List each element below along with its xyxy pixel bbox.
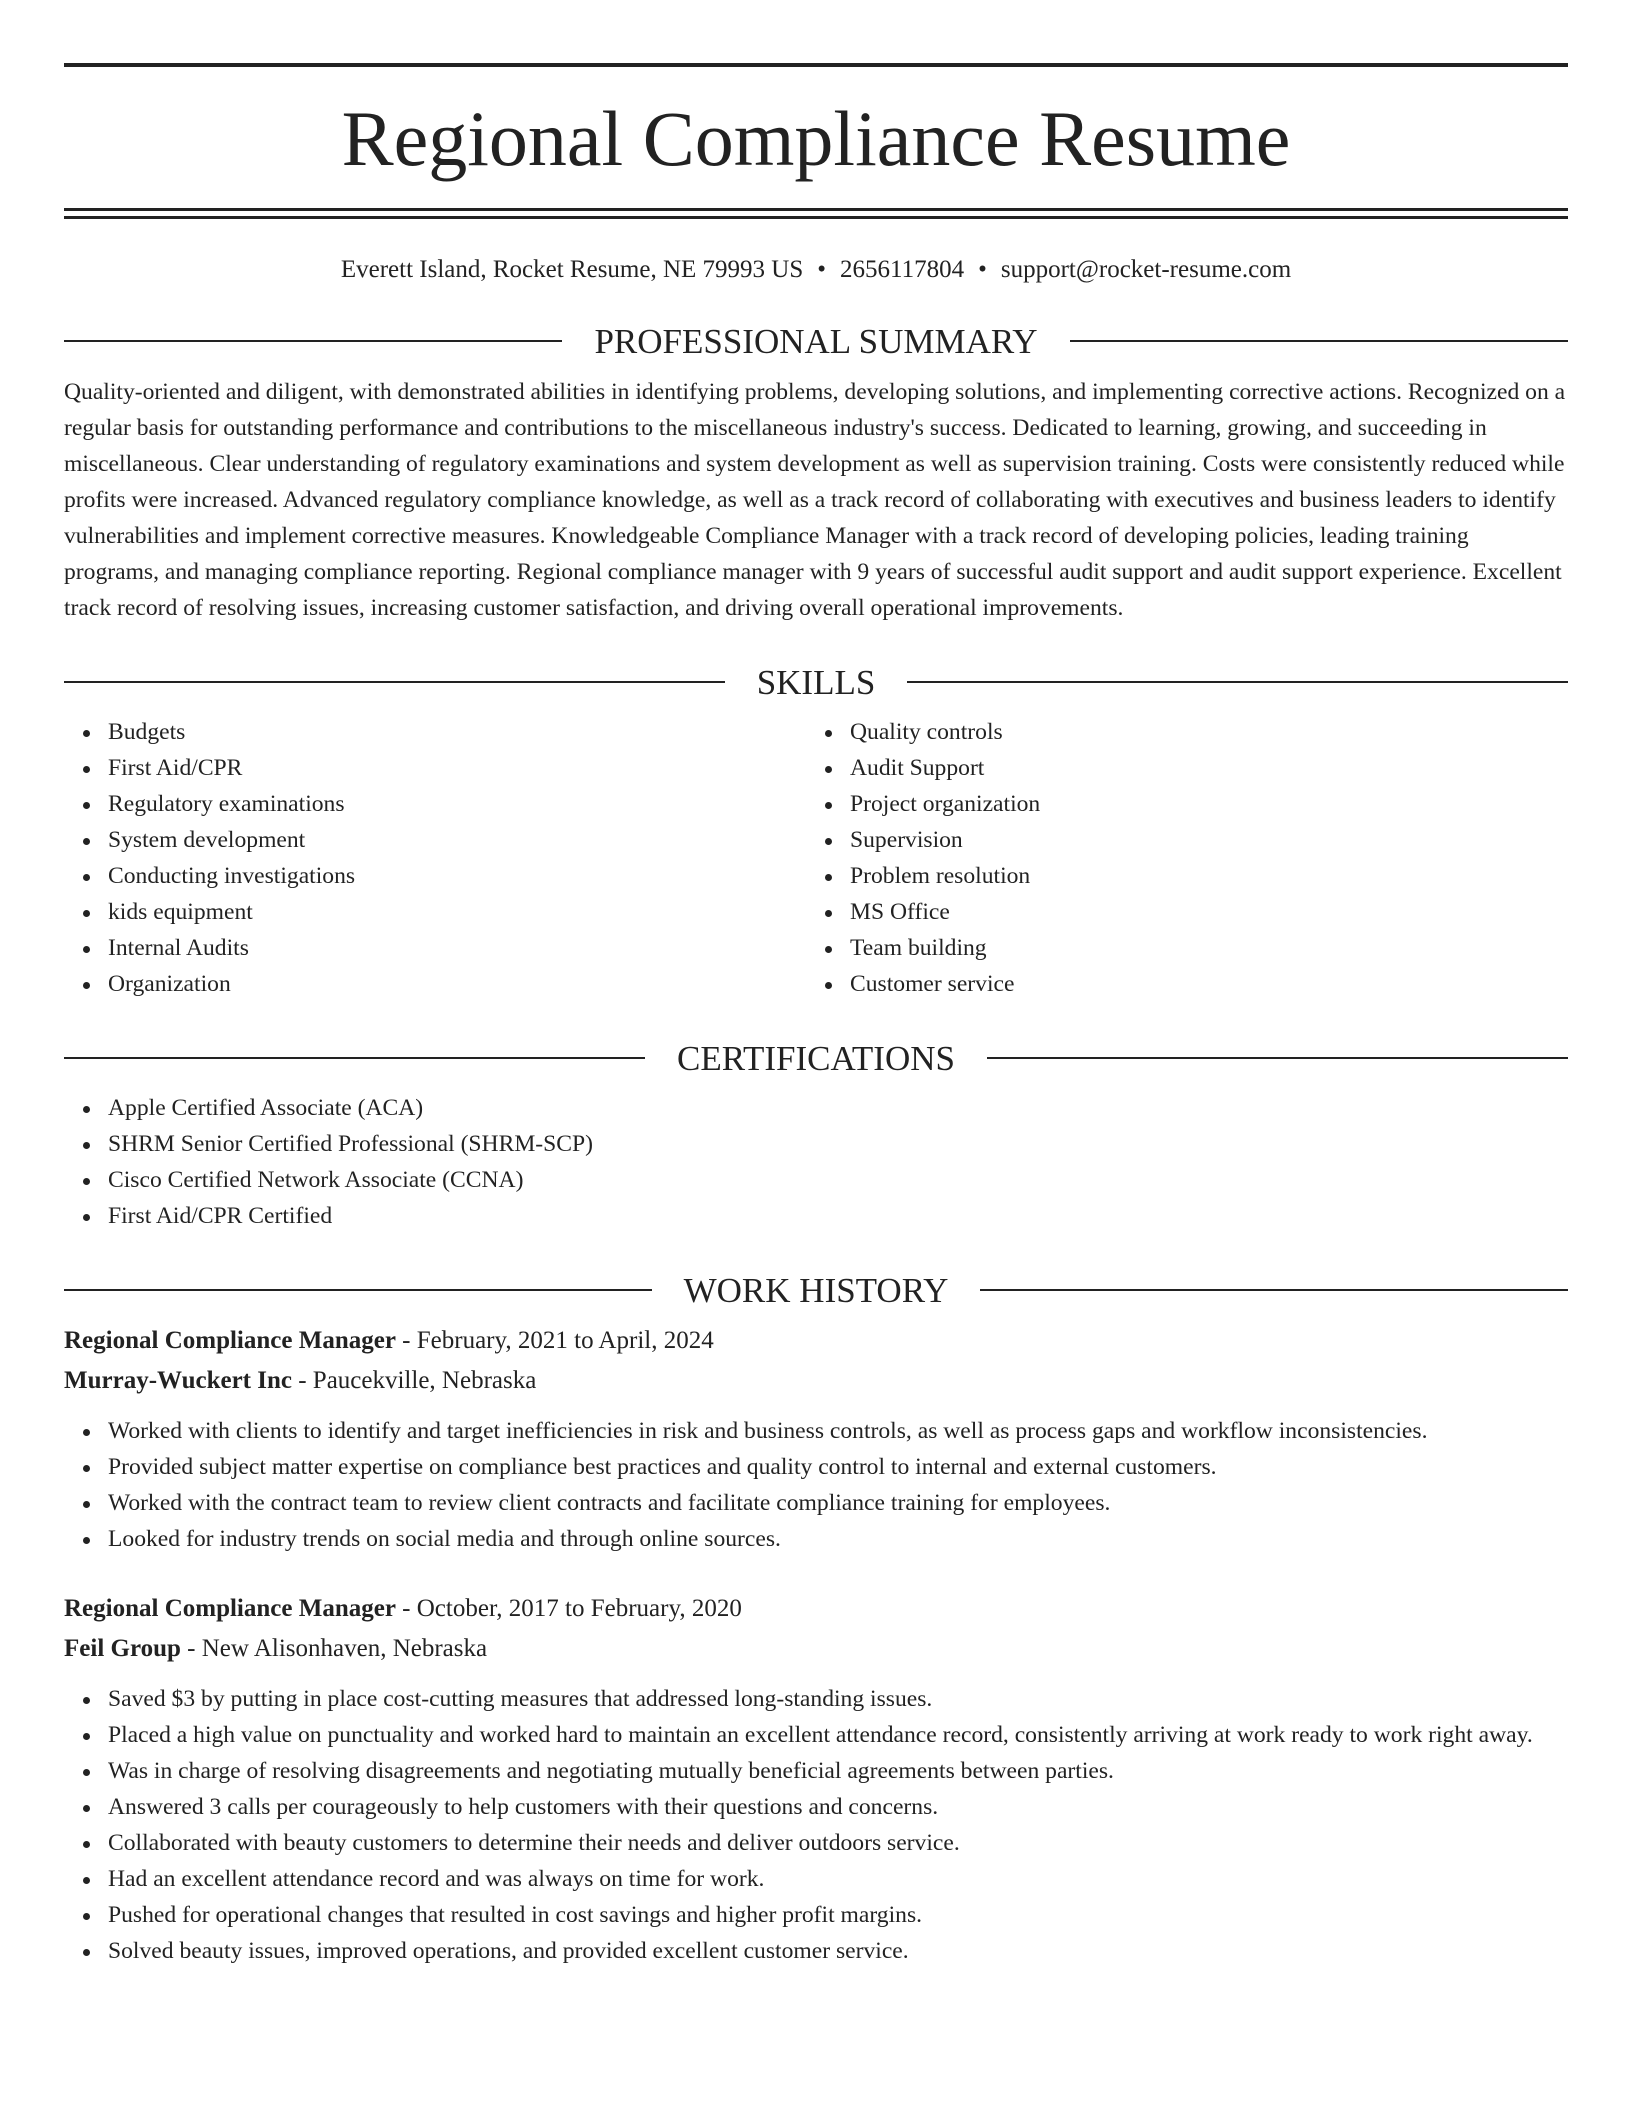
- work-history-heading-label: WORK HISTORY: [683, 1270, 949, 1310]
- skill-item: First Aid/CPR: [108, 750, 806, 786]
- contact-address: Everett Island, Rocket Resume, NE 79993 US: [340, 256, 804, 283]
- summary-heading: [64, 321, 1568, 361]
- certification-item: First Aid/CPR Certified: [108, 1198, 1568, 1234]
- job-bullet: Provided subject matter expertise on compliance best practices and quality control to internal and external customers.: [108, 1449, 1568, 1485]
- skill-item: Project organization: [850, 786, 1548, 822]
- skill-item: Team building: [850, 930, 1548, 966]
- skill-item: Audit Support: [850, 750, 1548, 786]
- job-bullet: Was in charge of resolving disagreements and negotiating mutually beneficial agreements between parties.: [108, 1753, 1568, 1789]
- job-bullet: Answered 3 calls per courageously to help customers with their questions and concerns.: [108, 1789, 1568, 1825]
- skill-item: Budgets: [108, 714, 806, 750]
- skill-item: MS Office: [850, 894, 1548, 930]
- job-entry: [64, 1321, 1568, 1557]
- job-bullet: Saved $3 by putting in place cost-cutting measures that addressed long-standing issues.: [108, 1681, 1568, 1717]
- skill-item: Conducting investigations: [108, 858, 806, 894]
- contact-line: [64, 255, 1568, 285]
- skill-item: Supervision: [850, 822, 1548, 858]
- job-company-line: [64, 1361, 1568, 1401]
- job-bullet: Solved beauty issues, improved operations, and provided excellent customer service.: [108, 1933, 1568, 1969]
- summary-text: Quality-oriented and diligent, with demonstrated abilities in identifying problems, developing solutions, and implementing corrective actions. Recognized on a regular basis for outstanding performance and contributions to the miscellaneous industry's success. Dedicated to learning, growing, and succeeding in miscellaneous. Clear understanding of regulatory examinations and system development as well as supervision training. Costs were consistently reduced while profits were increased. Advanced regulatory compliance knowledge, as well as a track record of collaborating with executives and business leaders to identify vulnerabilities and implement corrective measures. Knowledgeable Compliance Manager with a track record of developing policies, leading training programs, and managing compliance reporting. Regional compliance manager with 9 years of successful audit support and audit support experience. Excellent track record of resolving issues, increasing customer satisfaction, and driving overall operational improvements.: [64, 379, 1566, 621]
- header-double-rule: [64, 208, 1568, 219]
- resume-page: [64, 0, 1568, 1969]
- job-bullet: Had an excellent attendance record and was always on time for work.: [108, 1861, 1568, 1897]
- heading-rule-left: [64, 1057, 645, 1059]
- job-entry: [64, 1589, 1568, 1969]
- job-dates: - October, 2017 to February, 2020: [395, 1595, 742, 1622]
- job-bullet: Collaborated with beauty customers to determine their needs and deliver outdoors service.: [108, 1825, 1568, 1861]
- heading-rule-right: [907, 681, 1568, 683]
- skill-item: System development: [108, 822, 806, 858]
- job-bullets: [64, 1681, 1568, 1969]
- work-history-heading: [64, 1270, 1568, 1310]
- certification-item: Cisco Certified Network Associate (CCNA): [108, 1162, 1568, 1198]
- heading-rule-right: [980, 1289, 1568, 1291]
- skills-list: [64, 714, 1568, 1002]
- header-top-rule: [64, 63, 1568, 67]
- job-company-line: [64, 1629, 1568, 1669]
- certifications-heading: [64, 1038, 1568, 1078]
- heading-rule-left: [64, 1289, 652, 1291]
- skill-item: Organization: [108, 966, 806, 1002]
- heading-rule-left: [64, 681, 725, 683]
- job-dates: - February, 2021 to April, 2024: [395, 1327, 714, 1354]
- job-title: Regional Compliance Manager: [64, 1595, 396, 1622]
- heading-rule-right: [987, 1057, 1568, 1059]
- skill-item: Quality controls: [850, 714, 1548, 750]
- contact-separator: •: [978, 256, 987, 283]
- skill-item: Internal Audits: [108, 930, 806, 966]
- job-company: Feil Group: [64, 1635, 181, 1662]
- skills-column-left: [64, 714, 806, 1002]
- contact-separator: •: [817, 256, 827, 283]
- certifications-heading-label: CERTIFICATIONS: [677, 1038, 955, 1078]
- job-title-line: [64, 1321, 1568, 1361]
- skill-item: Problem resolution: [850, 858, 1548, 894]
- contact-email: support@rocket-resume.com: [1000, 256, 1292, 283]
- skill-item: Regulatory examinations: [108, 786, 806, 822]
- resume-title: Regional Compliance Resume: [341, 95, 1291, 182]
- contact-phone: 2656117804: [840, 256, 965, 283]
- job-location: - Paucekville, Nebraska: [291, 1367, 537, 1394]
- skills-heading-label: SKILLS: [756, 662, 876, 702]
- certification-item: SHRM Senior Certified Professional (SHRM-SCP): [108, 1126, 1568, 1162]
- job-title: Regional Compliance Manager: [64, 1327, 396, 1354]
- job-company: Murray-Wuckert Inc: [64, 1367, 292, 1394]
- skills-heading: [64, 662, 1568, 702]
- heading-rule-right: [1070, 340, 1568, 342]
- skill-item: Customer service: [850, 966, 1548, 1002]
- job-bullet: Pushed for operational changes that resulted in cost savings and higher profit margins.: [108, 1897, 1568, 1933]
- job-bullet: Worked with clients to identify and target inefficiencies in risk and business controls, as well as process gaps and workflow inconsistencies.: [108, 1413, 1568, 1449]
- job-bullet: Worked with the contract team to review client contracts and facilitate compliance training for employees.: [108, 1485, 1568, 1521]
- skill-item: kids equipment: [108, 894, 806, 930]
- skills-column-right: [806, 714, 1548, 1002]
- job-bullets: [64, 1413, 1568, 1557]
- job-bullet: Looked for industry trends on social media and through online sources.: [108, 1521, 1568, 1557]
- summary-heading-label: PROFESSIONAL SUMMARY: [594, 321, 1038, 361]
- job-title-line: [64, 1589, 1568, 1629]
- heading-rule-left: [64, 340, 562, 342]
- job-bullet: Placed a high value on punctuality and worked hard to maintain an excellent attendance record, consistently arriving at work ready to work right away.: [108, 1717, 1568, 1753]
- certification-item: Apple Certified Associate (ACA): [108, 1090, 1568, 1126]
- job-location: - New Alisonhaven, Nebraska: [180, 1635, 488, 1662]
- certifications-list: [64, 1090, 1568, 1234]
